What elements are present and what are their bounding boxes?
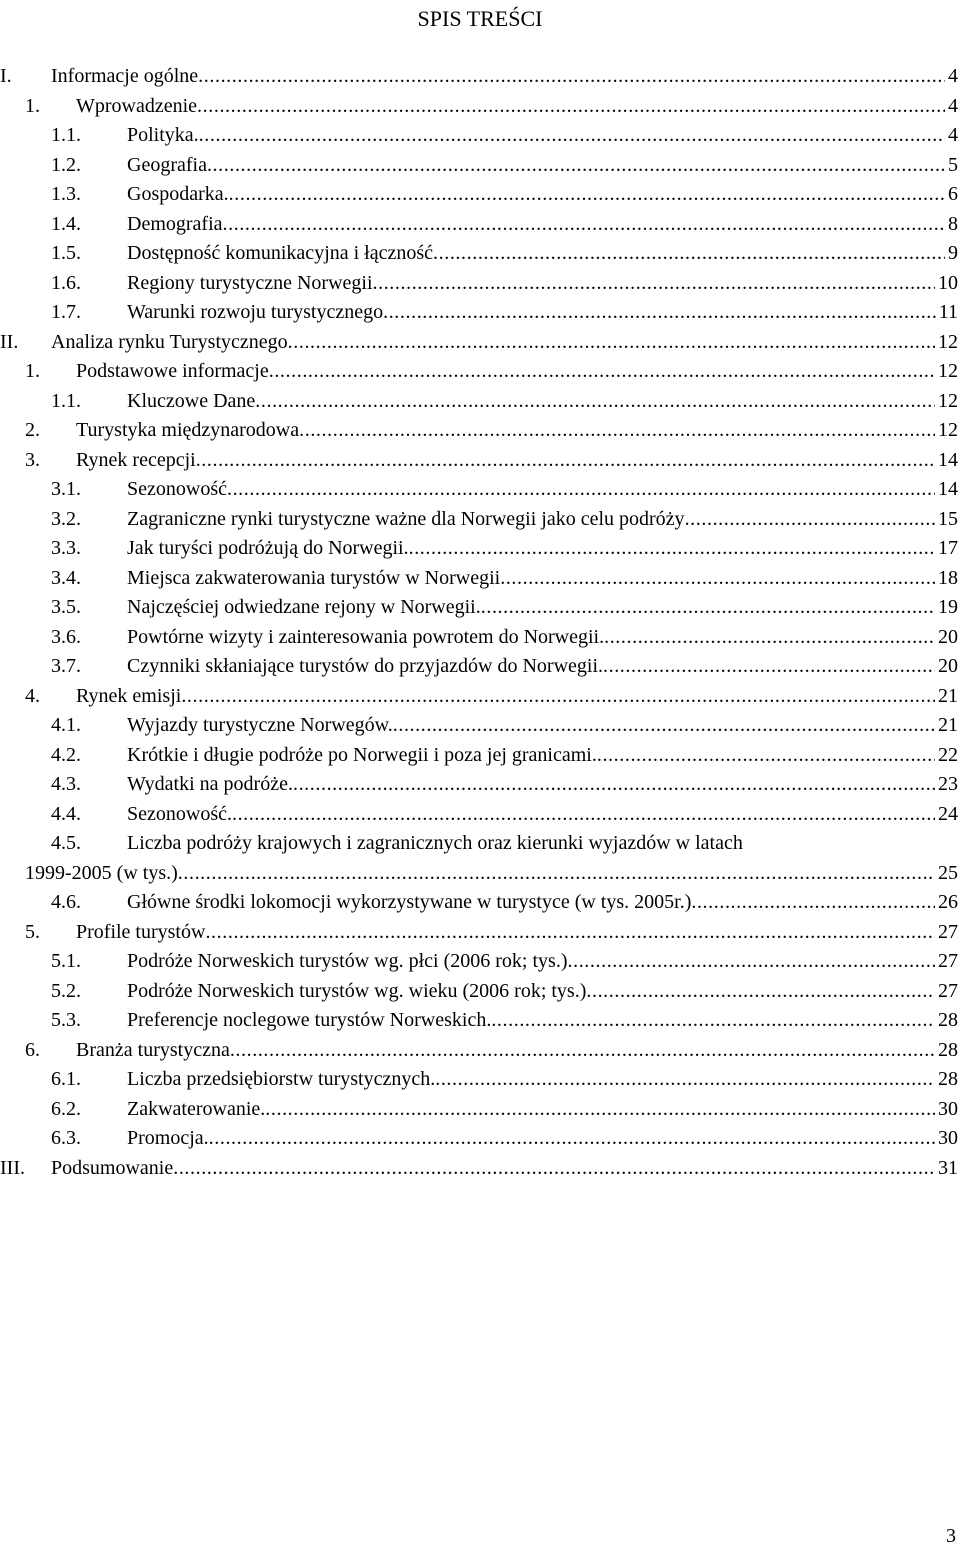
dot-leader [435,1064,935,1094]
toc-entry-title: Rynek emisji [76,685,182,707]
toc-entry-page: 14 [938,449,958,471]
toc-entry-page: 12 [938,419,958,441]
dot-leader [265,1094,935,1124]
toc-entry-page: 10 [938,272,958,294]
toc-entry[interactable] [0,61,960,91]
toc-entry-number: 3.7. [51,655,81,677]
dot-leader [685,504,935,534]
toc-entry-title: Regiony turystyczne Norwegii [127,272,373,294]
toc-entry-page: 23 [938,773,958,795]
toc-entry-page: 12 [938,360,958,382]
toc-entry-page: 27 [938,950,958,972]
toc-entry-title: Demografia [127,213,223,235]
toc-entry-page: 18 [938,567,958,589]
toc-entry[interactable] [0,474,960,504]
dot-leader [181,681,935,711]
toc-entry[interactable] [0,91,960,121]
toc-entry-title: Miejsca zakwaterowania turystów w Norwegii [127,567,501,589]
toc-entry-page: 19 [938,596,958,618]
dot-leader [491,1005,935,1035]
toc-entry-number: 1.2. [51,154,81,176]
toc-entry[interactable] [0,327,960,357]
toc-entry-number: II. [0,331,19,353]
dot-leader [196,445,935,475]
toc-entry-number: 5.1. [51,950,81,972]
toc-entry[interactable] [0,710,960,740]
toc-entry[interactable] [0,356,960,386]
toc-entry-page: 20 [938,655,958,677]
toc-entry-number: 3.5. [51,596,81,618]
toc-entry[interactable] [0,504,960,534]
toc-entry[interactable] [0,268,960,298]
toc-entry-title: Branża turystyczna [76,1039,230,1061]
dot-leader [199,120,945,150]
toc-entry-page: 9 [948,242,958,264]
toc-entry-title: Wprowadzenie [76,95,198,117]
toc-entry-title: Promocja. [127,1127,209,1149]
dot-leader [178,858,935,888]
toc-entry-title: Zagraniczne rynki turystyczne ważne dla Norwegii jako celu podróży [127,508,685,530]
toc-entry-title: Podróże Norweskich turystów wg. wieku (2006 rok; tys.) [127,980,587,1002]
toc-entry-number: III. [0,1157,25,1179]
dot-leader [393,710,935,740]
toc-entry-page: 12 [938,331,958,353]
dot-leader [173,1153,935,1183]
toc-entry[interactable] [0,563,960,593]
toc-entry-number: 1. [25,360,40,382]
toc-entry-title: Warunki rozwoju turystycznego [127,301,384,323]
toc-entry-title: Preferencje noclegowe turystów Norweskich. [127,1009,492,1031]
dot-leader [288,327,935,357]
toc-entry-page: 5 [948,154,958,176]
toc-entry-title: Wyjazdy turystyczne Norwegów. [127,714,393,736]
toc-entry-title: Krótkie i długie podróże po Norwegii i poza jej granicami. [127,744,597,766]
toc-entry-number: 1.5. [51,242,81,264]
toc-entry-page: 17 [938,537,958,559]
toc-entry[interactable] [0,976,960,1006]
toc-entry-title: Sezonowość [127,478,227,500]
toc-entry-title: Główne środki lokomocji wykorzystywane w turystyce (w tys. 2005r.) [127,891,692,913]
toc-entry-number: 1.7. [51,301,81,323]
dot-leader [373,268,936,298]
toc-entry-title: Gospodarka. [127,183,229,205]
toc-entry-page: 30 [938,1127,958,1149]
dot-leader [481,592,935,622]
toc-entry-number: 1.1. [51,390,81,412]
toc-entry-title: Liczba podróży krajowych i zagranicznych oraz kierunki wyjazdów w latach [127,832,743,854]
toc-entry-title: Podróże Norweskich turystów wg. płci (2006 rok; tys.) [127,950,568,972]
toc-entry-number: 4.5. [51,832,81,854]
toc-entry-number: 3.4. [51,567,81,589]
dot-leader [255,386,935,416]
toc-entry-number: 3. [25,449,40,471]
dot-leader [597,740,935,770]
toc-entry-continuation[interactable] [0,858,960,888]
dot-leader [269,356,935,386]
dot-leader [229,179,945,209]
dot-leader [299,415,935,445]
toc-entry-title: Profile turystów [76,921,206,943]
toc-entry[interactable] [0,1005,960,1035]
toc-entry-page: 14 [938,478,958,500]
toc-entry-number: 4.3. [51,773,81,795]
toc-entry[interactable] [0,740,960,770]
toc-entry-number: 1.6. [51,272,81,294]
toc-entry-number: 4. [25,685,40,707]
toc-entry[interactable] [0,769,960,799]
toc-entry-page: 15 [938,508,958,530]
toc-entry[interactable] [0,445,960,475]
dot-leader [383,297,936,327]
dot-leader [500,563,935,593]
toc-entry-title: Powtórne wizyty i zainteresowania powrotem do Norwegii. [127,626,605,648]
dot-leader [568,946,936,976]
page-number: 3 [946,1525,956,1547]
toc-entry-page: 26 [938,891,958,913]
toc-entry-title: Geografia [127,154,207,176]
toc-entry[interactable] [0,150,960,180]
toc-entry-page: 31 [938,1157,958,1179]
toc-entry[interactable] [0,887,960,917]
toc-entry-title: Jak turyści podróżują do Norwegii. [127,537,409,559]
toc-entry-title: Zakwaterowanie. [127,1098,266,1120]
toc-entry[interactable] [0,533,960,563]
toc-entry[interactable] [0,828,960,858]
toc-entry[interactable] [0,386,960,416]
toc-entry[interactable] [0,209,960,239]
toc-entry-title: Najczęściej odwiedzane rejony w Norwegii. [127,596,481,618]
toc-entry-title: Podsumowanie [51,1157,174,1179]
toc-entry[interactable] [0,799,960,829]
toc-entry[interactable] [0,681,960,711]
toc-entry-title: Wydatki na podróże. [127,773,293,795]
toc-entry-page: 27 [938,980,958,1002]
toc-entry-number: 1. [25,95,40,117]
toc-entry-title: Sezonowość. [127,803,232,825]
toc-entry-page: 8 [948,213,958,235]
toc-entry-title: Podstawowe informacje [76,360,269,382]
dot-leader [293,769,935,799]
toc-entry-page: 21 [938,685,958,707]
dot-leader [433,238,945,268]
toc-entry-number: 3.1. [51,478,81,500]
dot-leader [409,533,935,563]
dot-leader [604,622,935,652]
toc-entry-page: 6 [948,183,958,205]
toc-entry-number: 3.6. [51,626,81,648]
toc-entry-page: 20 [938,626,958,648]
toc-entry-title: Kluczowe Dane [127,390,256,412]
toc-entry-page: 25 [938,862,958,884]
toc-entry-page: 21 [938,714,958,736]
toc-entry-number: 3.3. [51,537,81,559]
toc-entry-page: 27 [938,921,958,943]
toc-entry-page: 28 [938,1068,958,1090]
toc-entry-number: 5.3. [51,1009,81,1031]
toc-entry-page: 28 [938,1009,958,1031]
toc-entry-title: Polityka. [127,124,199,146]
page-title: SPIS TREŚCI [417,6,543,31]
dot-leader [603,651,935,681]
toc-entry-number: 3.2. [51,508,81,530]
dot-leader [691,887,935,917]
toc-entry-number: 4.2. [51,744,81,766]
toc-entry-title: Liczba przedsiębiorstw turystycznych. [127,1068,436,1090]
dot-leader [197,91,945,121]
toc-entry-number: 4.1. [51,714,81,736]
toc-entry-number: 5. [25,921,40,943]
toc-entry-page: 30 [938,1098,958,1120]
toc-entry-number: 1.4. [51,213,81,235]
toc-entry[interactable] [0,1094,960,1124]
toc-entry-title: Czynniki skłaniające turystów do przyjazdów do Norwegii. [127,655,603,677]
toc-entry[interactable] [0,120,960,150]
toc-entry-number: 2. [25,419,40,441]
dot-leader [586,976,935,1006]
toc-entry-number: 6.1. [51,1068,81,1090]
dot-leader [205,917,935,947]
toc-entry[interactable] [0,946,960,976]
toc-entry-page: 28 [938,1039,958,1061]
dot-leader [198,61,945,91]
toc-entry[interactable] [0,1153,960,1183]
toc-entry-number: 6. [25,1039,40,1061]
toc-entry-number: 1.1. [51,124,81,146]
toc-entry[interactable] [0,651,960,681]
toc-entry-title: Rynek recepcji [76,449,196,471]
toc-entry-number: 6.2. [51,1098,81,1120]
toc-entry-title: Turystyka międzynarodowa [76,419,300,441]
toc-entry-page: 4 [948,65,958,87]
dot-leader [227,474,935,504]
toc-entry[interactable] [0,592,960,622]
dot-leader [232,799,935,829]
dot-leader [207,150,945,180]
dot-leader [223,209,945,239]
toc-entry[interactable] [0,179,960,209]
toc-entry[interactable] [0,415,960,445]
toc-entry-page: 12 [938,390,958,412]
toc-entry[interactable] [0,297,960,327]
toc-entry-page: 4 [948,95,958,117]
toc-entry-title: Analiza rynku Turystycznego [51,331,288,353]
dot-leader [209,1123,935,1153]
toc-entry[interactable] [0,238,960,268]
toc-entry-page: 24 [938,803,958,825]
toc-entry-number: 4.6. [51,891,81,913]
toc-entry-number: 1.3. [51,183,81,205]
toc-entry-title: Informacje ogólne [51,65,199,87]
toc-entry-page: 11 [938,301,958,323]
toc-entry-number: 5.2. [51,980,81,1002]
toc-entry[interactable] [0,622,960,652]
toc-entry-title: Dostępność komunikacyjna i łączność [127,242,434,264]
toc-entry-page: 22 [938,744,958,766]
dot-leader [230,1035,935,1065]
toc-entry-number: 6.3. [51,1127,81,1149]
toc-entry[interactable] [0,1064,960,1094]
toc-entry-number: I. [0,65,12,87]
toc-entry[interactable] [0,1035,960,1065]
toc-entry[interactable] [0,917,960,947]
toc-entry[interactable] [0,1123,960,1153]
toc-entry-page: 4 [948,124,958,146]
toc-entry-number: 4.4. [51,803,81,825]
toc-entry-title-continued: 1999-2005 (w tys.) [25,862,178,884]
